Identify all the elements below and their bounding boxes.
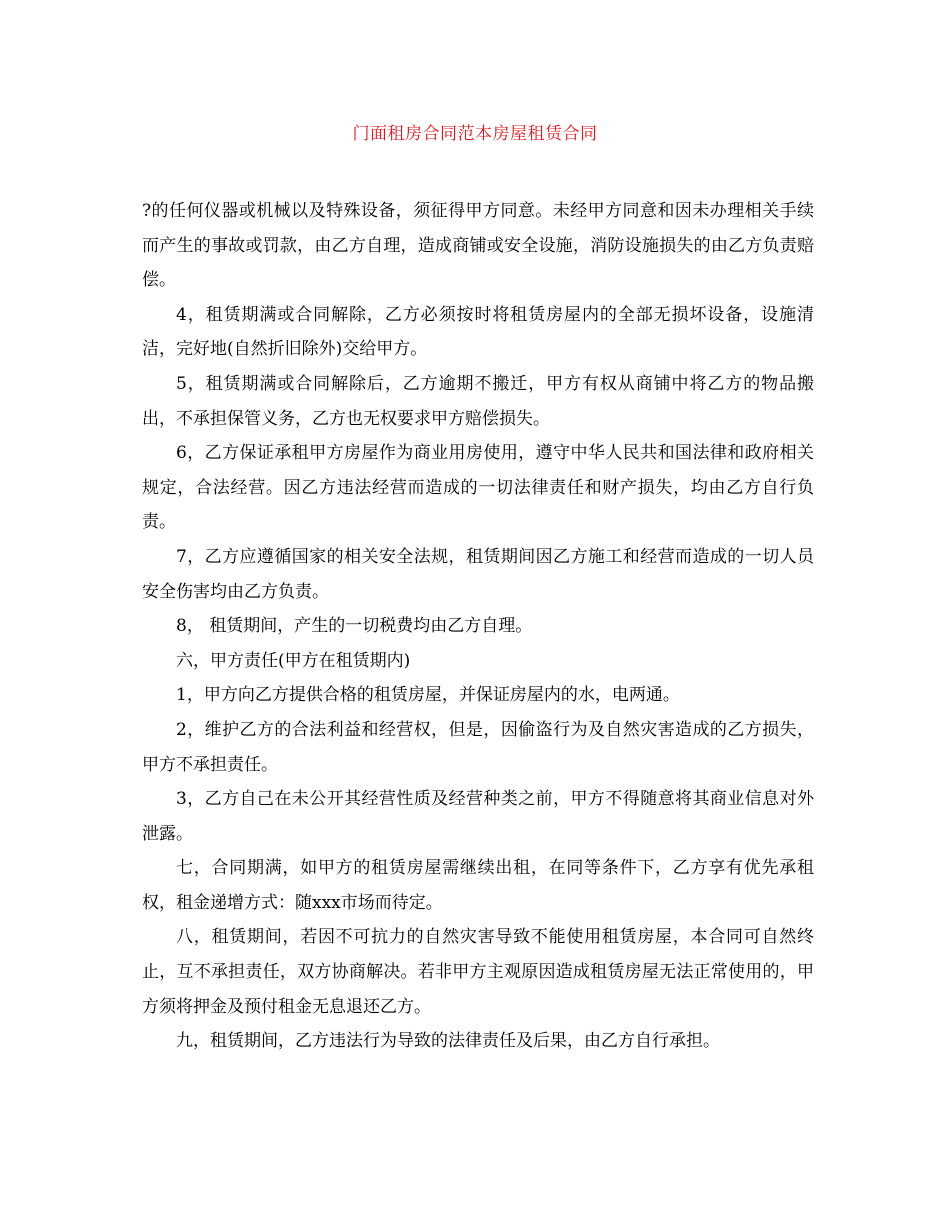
paragraph: 八，租赁期间，若因不可抗力的自然灾害导致不能使用租赁房屋，本合同可自然终止，互不承担责任，双方协商解决。若非甲方主观原因造成租赁房屋无法正常使用的，甲方须将押金及预付租金无息退还乙方。 — [142, 927, 814, 1017]
document-body — [142, 194, 814, 1059]
paragraph: 6，乙方保证承租甲方房屋作为商业用房使用，遵守中华人民共和国法律和政府相关规定，合法经营。因乙方违法经营而造成的一切法律责任和财产损失，均由乙方自行负责。 — [142, 443, 814, 533]
paragraph: 7，乙方应遵循国家的相关安全法规，租赁期间因乙方施工和经营而造成的一切人员安全伤害均由乙方负责。 — [142, 546, 814, 602]
paragraph: 七，合同期满，如甲方的租赁房屋需继续出租，在同等条件下，乙方享有优先承租权，租金递增方式：随xxx市场而待定。 — [142, 858, 814, 913]
paragraph: 5，租赁期满或合同解除后，乙方逾期不搬迁，甲方有权从商铺中将乙方的物品搬出，不承担保管义务，乙方也无权要求甲方赔偿损失。 — [142, 373, 814, 429]
paragraph: 3，乙方自己在未公开其经营性质及经营种类之前，甲方不得随意将其商业信息对外泄露。 — [142, 789, 814, 844]
paragraph: 2，维护乙方的合法利益和经营权，但是，因偷盗行为及自然灾害造成的乙方损失，甲方不承担责任。 — [142, 719, 814, 775]
paragraph: 1，甲方向乙方提供合格的租赁房屋，并保证房屋内的水，电两通。 — [176, 685, 680, 706]
paragraph: 4，租赁期满或合同解除，乙方必须按时将租赁房屋内的全部无损坏设备，设施清洁，完好地(自然折旧除外)交给甲方。 — [142, 304, 814, 360]
paragraph: ?的任何仪器或机械以及特殊设备，须征得甲方同意。未经甲方同意和因未办理相关手续而产生的事故或罚款，由乙方自理，造成商铺或安全设施，消防设施损失的由乙方负责赔偿。 — [142, 201, 814, 291]
paragraph: 8， 租赁期间，产生的一切税费均由乙方自理。 — [176, 616, 533, 637]
paragraph: 九，租赁期间，乙方违法行为导致的法律责任及后果，由乙方自行承担。 — [176, 1031, 720, 1052]
paragraph: 六，甲方责任(甲方在租赁期内) — [176, 650, 411, 671]
document-title: 门面租房合同范本房屋租赁合同 — [352, 124, 598, 144]
